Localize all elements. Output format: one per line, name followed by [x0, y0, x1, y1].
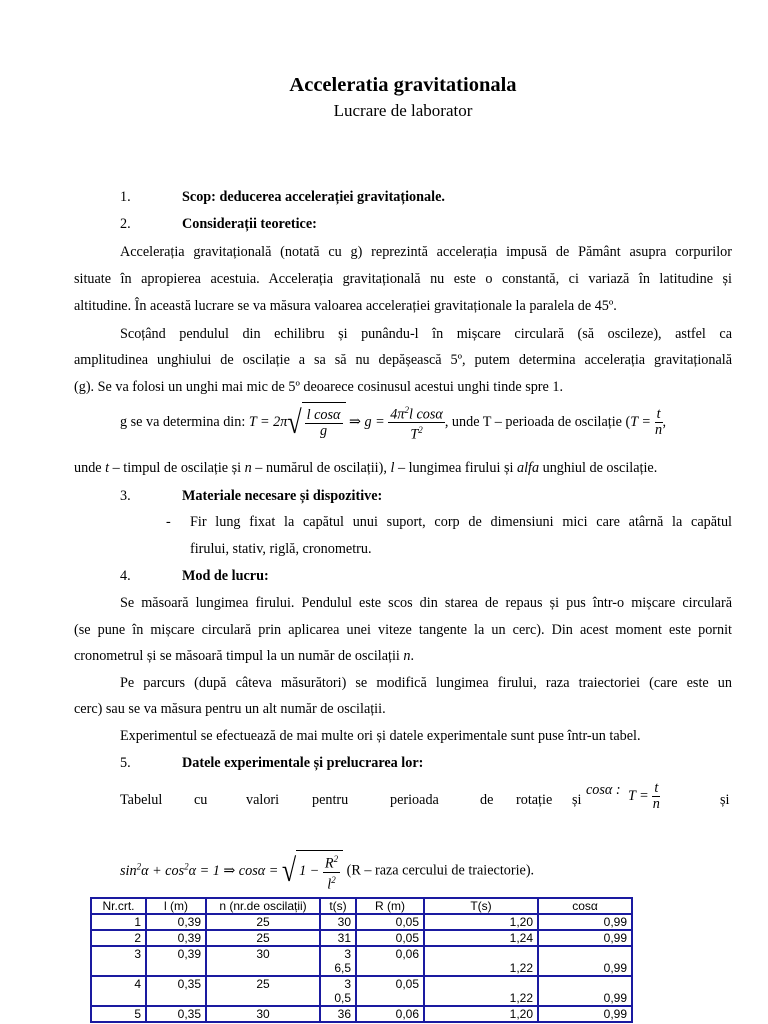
table-cell: 0,05	[356, 914, 424, 930]
section-number: 3.	[120, 488, 131, 504]
column-header: n (nr.de oscilații)	[206, 898, 320, 914]
table-cell: 3	[320, 976, 356, 991]
table-cell	[356, 961, 424, 976]
column-header: t(s)	[320, 898, 356, 914]
paragraph-line: altitudine. În această lucrare se va măsura valoarea accelerației gravitaționale la paralela de 45º.	[74, 298, 617, 314]
table-cell: 1,20	[424, 1006, 538, 1022]
period-definition: T = $\frac{t}{n}$	[630, 406, 663, 439]
period-definition: T = $\frac{t}{n}$	[628, 780, 660, 812]
table-cell: 0,05	[356, 930, 424, 946]
table-cell: 6,5	[320, 961, 356, 976]
table-cell: 3	[320, 946, 356, 961]
column-header: R (m)	[356, 898, 424, 914]
paragraph-line: (g). Se va folosi un unghi mai mic de 5º deoarece cosinusul acestui unghi tinde spre 1.	[74, 379, 564, 395]
text-fragment: cu	[194, 792, 208, 808]
table-cell	[206, 961, 320, 976]
paragraph-line: Pe parcurs (după câteva măsurători) se modifică lungimea firului, raza traiectoriei (care este un	[120, 675, 732, 691]
table-cell	[424, 976, 538, 991]
table-cell: 1	[91, 914, 146, 930]
table-cell: 0,39	[146, 914, 206, 930]
table-row	[91, 914, 632, 930]
table-row	[91, 991, 632, 1006]
table-row	[91, 976, 632, 991]
table-cell: 0,06	[356, 946, 424, 961]
table-cell: 0,5	[320, 991, 356, 1006]
table-cell: 4	[91, 976, 146, 991]
text-fragment: .	[410, 648, 415, 664]
table-cell: 31	[320, 930, 356, 946]
section-heading: Materiale necesare și dispozitive:	[182, 488, 383, 504]
section-heading: Mod de lucru:	[182, 568, 269, 584]
table-cell	[91, 961, 146, 976]
text-fragment: cronometrul și se măsoară timpul la un număr de oscilații	[74, 648, 404, 664]
table-cell: 0,39	[146, 930, 206, 946]
table-cell: 0,06	[356, 1006, 424, 1022]
data-table	[90, 897, 633, 1023]
section-number: 2.	[120, 216, 131, 232]
table-cell: 30	[206, 1006, 320, 1022]
document-subtitle: Lucrare de laborator	[333, 101, 473, 120]
table-cell: 25	[206, 930, 320, 946]
text-fragment: unghiul de oscilație.	[539, 460, 658, 476]
identity-formula: $\sin^2\alpha + \cos^2\alpha = 1$ ⇒ cosα = √ 1 − $\frac{R^2}{l^2}$	[120, 863, 343, 879]
table-row	[91, 961, 632, 976]
formula-mid: , unde T – perioada de oscilație (	[444, 414, 631, 430]
paragraph-line: amplitudinea unghiului de oscilație a sa să nu depășească 5º, putem determina accelerația gravitațională	[74, 352, 732, 368]
text-fragment: rotație	[516, 792, 553, 808]
table-cell: 1,22	[424, 991, 538, 1006]
paragraph-line: Accelerația gravitațională (notată cu g) reprezintă accelerația impusă de Pământ asupra corpurilor	[120, 244, 732, 260]
formula-line	[120, 402, 732, 443]
formula-end: ,	[662, 414, 667, 430]
formula-tail: (R – raza cercului de traiectorie).	[346, 862, 535, 879]
section-heading: Considerații teoretice:	[182, 216, 317, 232]
text-fragment: pentru	[312, 792, 349, 808]
table-cell: 0,99	[538, 930, 632, 946]
table-cell	[91, 991, 146, 1006]
table-cell: 0,99	[538, 1006, 632, 1022]
section-number: 1.	[120, 189, 131, 205]
section-heading: Scop: deducerea accelerației gravitaționale.	[182, 189, 445, 205]
table-cell: 0,99	[538, 991, 632, 1006]
text-fragment: valori	[246, 792, 280, 808]
table-cell	[146, 961, 206, 976]
list-text: firului, stativ, riglă, cronometru.	[190, 541, 372, 557]
table-cell: 3	[91, 946, 146, 961]
table-row	[91, 1006, 632, 1022]
table-cell: 30	[206, 946, 320, 961]
period-formula: T = 2π√ $\frac{\text{l cosα}}{g}$ ⇒ g = $\frac{4\pi^2l \cos\alpha}{T^2}$	[248, 403, 443, 443]
section-number: 5.	[120, 755, 131, 771]
paragraph-line	[74, 647, 732, 665]
text-fragment: – lungimea firului și	[394, 460, 517, 476]
paragraph-line	[74, 459, 732, 477]
text-fragment: unde	[74, 460, 106, 476]
section-heading: Datele experimentale și prelucrarea lor:	[182, 755, 424, 771]
table-cell: 36	[320, 1006, 356, 1022]
table-cell: 0,39	[146, 946, 206, 961]
paragraph-line: (se pune în mișcare circulară prin aplicarea unei viteze tangente la un cerc). Din acest moment este pornit	[74, 622, 732, 638]
table-cell: 1,22	[424, 961, 538, 976]
text-fragment: Tabelul	[120, 792, 163, 808]
text-fragment: perioada	[390, 792, 439, 808]
list-dash: -	[166, 514, 171, 530]
table-header-row	[91, 898, 632, 914]
table-cell	[424, 946, 538, 961]
table-cell: 25	[206, 976, 320, 991]
table-cell: 25	[206, 914, 320, 930]
table-cell: 0,05	[356, 976, 424, 991]
column-header: T(s)	[424, 898, 538, 914]
table-cell	[206, 991, 320, 1006]
table-row	[91, 930, 632, 946]
table-cell	[538, 976, 632, 991]
table-cell: 5	[91, 1006, 146, 1022]
table-cell: 0,99	[538, 961, 632, 976]
column-header: cosα	[538, 898, 632, 914]
table-cell	[356, 991, 424, 1006]
text-fragment: alfa	[516, 460, 540, 476]
cos-alpha-symbol: cosα :	[586, 782, 621, 798]
paragraph-line: cerc) sau se va măsura pentru un alt număr de oscilații.	[74, 701, 386, 717]
table-cell: 1,24	[424, 930, 538, 946]
paragraph-line: Scoțând pendulul din echilibru și punându-l în mișcare circulară (să oscileze), astfel ca	[120, 326, 732, 342]
table-cell	[146, 991, 206, 1006]
table-cell: 0,99	[538, 914, 632, 930]
paragraph-line: situate în apropierea acestuia. Accelerația gravitațională nu este o constantă, ci variază în latitudine și	[74, 271, 732, 287]
column-header: l (m)	[146, 898, 206, 914]
column-header: Nr.crt.	[91, 898, 146, 914]
list-text: Fir lung fixat la capătul unui suport, corp de dimensiuni mici care atârnă la capătul	[190, 514, 732, 530]
text-fragment: n	[403, 648, 411, 664]
text-fragment: de	[480, 792, 494, 808]
table-intro-line	[120, 781, 732, 821]
section-number: 4.	[120, 568, 131, 584]
paragraph-line: Experimentul se efectuează de mai multe ori și datele experimentale sunt puse într-un tabel.	[120, 728, 641, 744]
paragraph-line: Se măsoară lungimea firului. Pendulul este scos din starea de repaus și pus într-o mișcare circulară	[120, 595, 732, 611]
text-fragment: – numărul de oscilații),	[251, 460, 391, 476]
text-fragment: t	[105, 460, 110, 476]
formula-intro: g se va determina din:	[120, 414, 246, 430]
table-cell: 0,35	[146, 1006, 206, 1022]
text-fragment: și	[720, 792, 730, 808]
table-cell: 1,20	[424, 914, 538, 930]
identity-formula-line	[120, 846, 732, 892]
text-fragment: n	[244, 460, 252, 476]
table-cell	[538, 946, 632, 961]
table-cell: 0,35	[146, 976, 206, 991]
table-cell: 30	[320, 914, 356, 930]
text-fragment: – timpul de oscilație și	[109, 460, 245, 476]
document-title: Acceleratia gravitationala	[289, 74, 517, 96]
text-fragment: l	[390, 460, 395, 476]
table-cell: 2	[91, 930, 146, 946]
text-fragment: și	[572, 792, 582, 808]
table-row	[91, 946, 632, 961]
